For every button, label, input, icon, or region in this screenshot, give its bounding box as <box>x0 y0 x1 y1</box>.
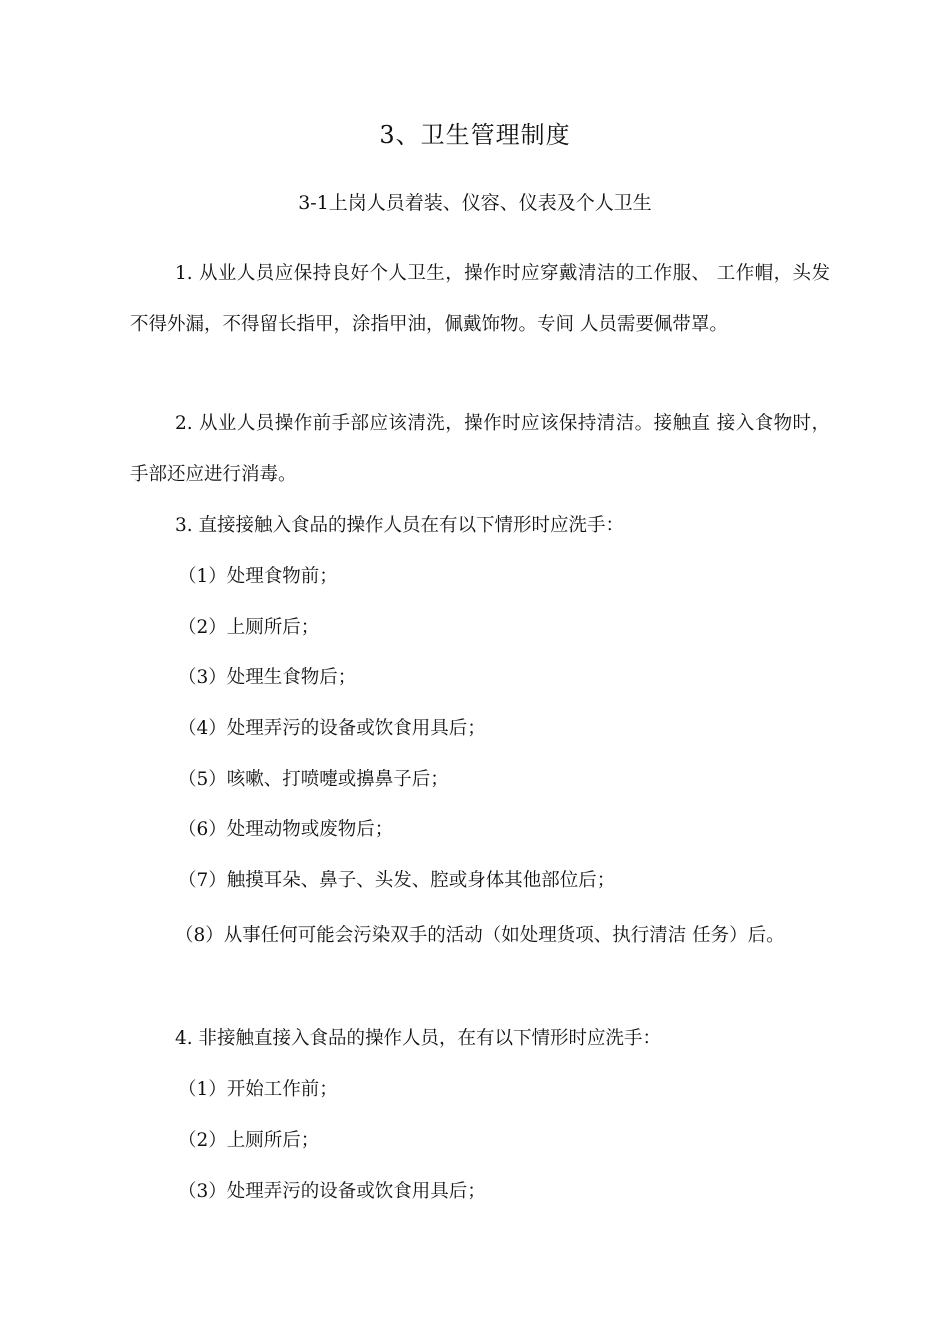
list-item: （5）咳嗽、打喷嚏或擤鼻子后； <box>178 769 449 790</box>
list-item: （7）触摸耳朵、鼻子、头发、腔或身体其他部位后； <box>178 870 616 891</box>
list-item: （6）处理动物或废物后； <box>178 819 394 840</box>
list-item: （3）处理生食物后； <box>178 667 357 688</box>
section-subtitle: 3-1上岗人员着装、仪容、仪表及个人卫生 <box>298 192 652 214</box>
list-item: （1）处理食物前； <box>178 566 338 587</box>
list-item: （2）上厕所后； <box>178 617 320 638</box>
paragraph-3: 3. 直接接触入食品的操作人员在有以下情形时应洗手： <box>175 515 625 536</box>
paragraph-1: 1. 从业人员应保持良好个人卫生，操作时应穿戴清洁的工作服、 工作帽，头发不得外漏，不得留长指甲，涂指甲油，佩戴饰物。专间 人员需要佩带罩。 <box>130 263 830 335</box>
list-item: （4）处理弄污的设备或饮食用具后； <box>178 718 486 739</box>
list-item-wrapped: （8）从事任何可能会污染双手的活动（如处理货项、执行清洁 任务）后。 <box>175 925 785 946</box>
list-item: （2）上厕所后； <box>178 1130 320 1151</box>
paragraph-4: 4. 非接触直接入食品的操作人员，在有以下情形时应洗手： <box>175 1028 662 1049</box>
list-item: （1）开始工作前； <box>178 1079 338 1100</box>
page-title: 3、卫生管理制度 <box>379 121 571 149</box>
paragraph-2: 2. 从业人员操作前手部应该清洗，操作时应该保持清洁。接触直 接入食物时，手部还应进行消毒。 <box>130 413 830 485</box>
list-item: （3）处理弄污的设备或饮食用具后； <box>178 1181 486 1202</box>
